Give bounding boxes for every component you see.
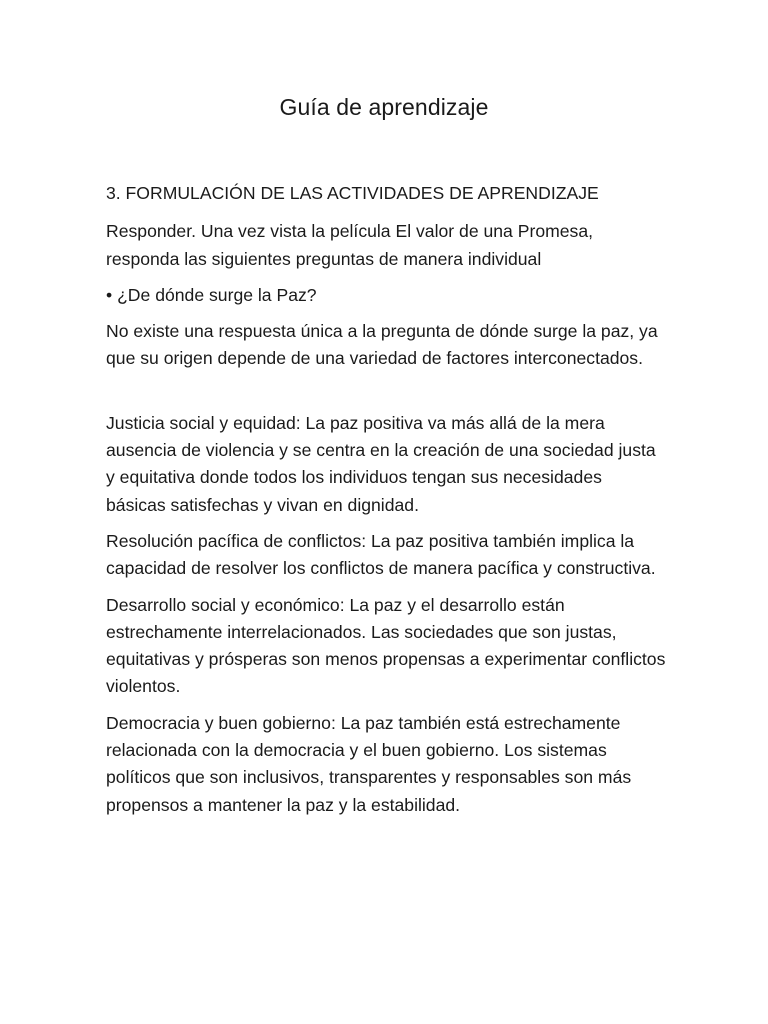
- paragraph-justicia-social: Justicia social y equidad: La paz positiva va más allá de la mera ausencia de violencia y se centra en la creación de una sociedad justa y equitativa donde todos los individuos tengan sus necesidades básicas satisfechas y vivan en dignidad.: [106, 412, 656, 515]
- document-body: [106, 180, 666, 828]
- paragraph-resolucion-pacifica: Resolución pacífica de conflictos: La paz positiva también implica la capacidad de resolver los conflictos de manera pacífica y constructiva.: [106, 530, 656, 579]
- intro-paragraph: No existe una respuesta única a la pregunta de dónde surge la paz, ya que su origen depende de una variedad de factores interconectados.: [106, 321, 658, 369]
- instruction-paragraph: Responder. Una vez vista la película El valor de una Promesa, responda las siguientes preguntas de manera individual: [106, 221, 594, 269]
- question-bullet: • ¿De dónde surge la Paz?: [106, 282, 666, 309]
- section-heading: 3. FORMULACIÓN DE LAS ACTIVIDADES DE APRENDIZAJE: [106, 183, 599, 203]
- paragraph-desarrollo-social: Desarrollo social y económico: La paz y el desarrollo están estrechamente interrelacionados. Las sociedades que son justas, equitativas y prósperas son menos propensas a experimentar conflictos violentos.: [106, 594, 666, 697]
- page-title: Guía de aprendizaje: [279, 94, 489, 120]
- paragraph-democracia: Democracia y buen gobierno: La paz también está estrechamente relacionada con la democracia y el buen gobierno. Los sistemas políticos que son inclusivos, transparentes y responsables son más propensos a mantener la paz y la estabilidad.: [106, 712, 632, 815]
